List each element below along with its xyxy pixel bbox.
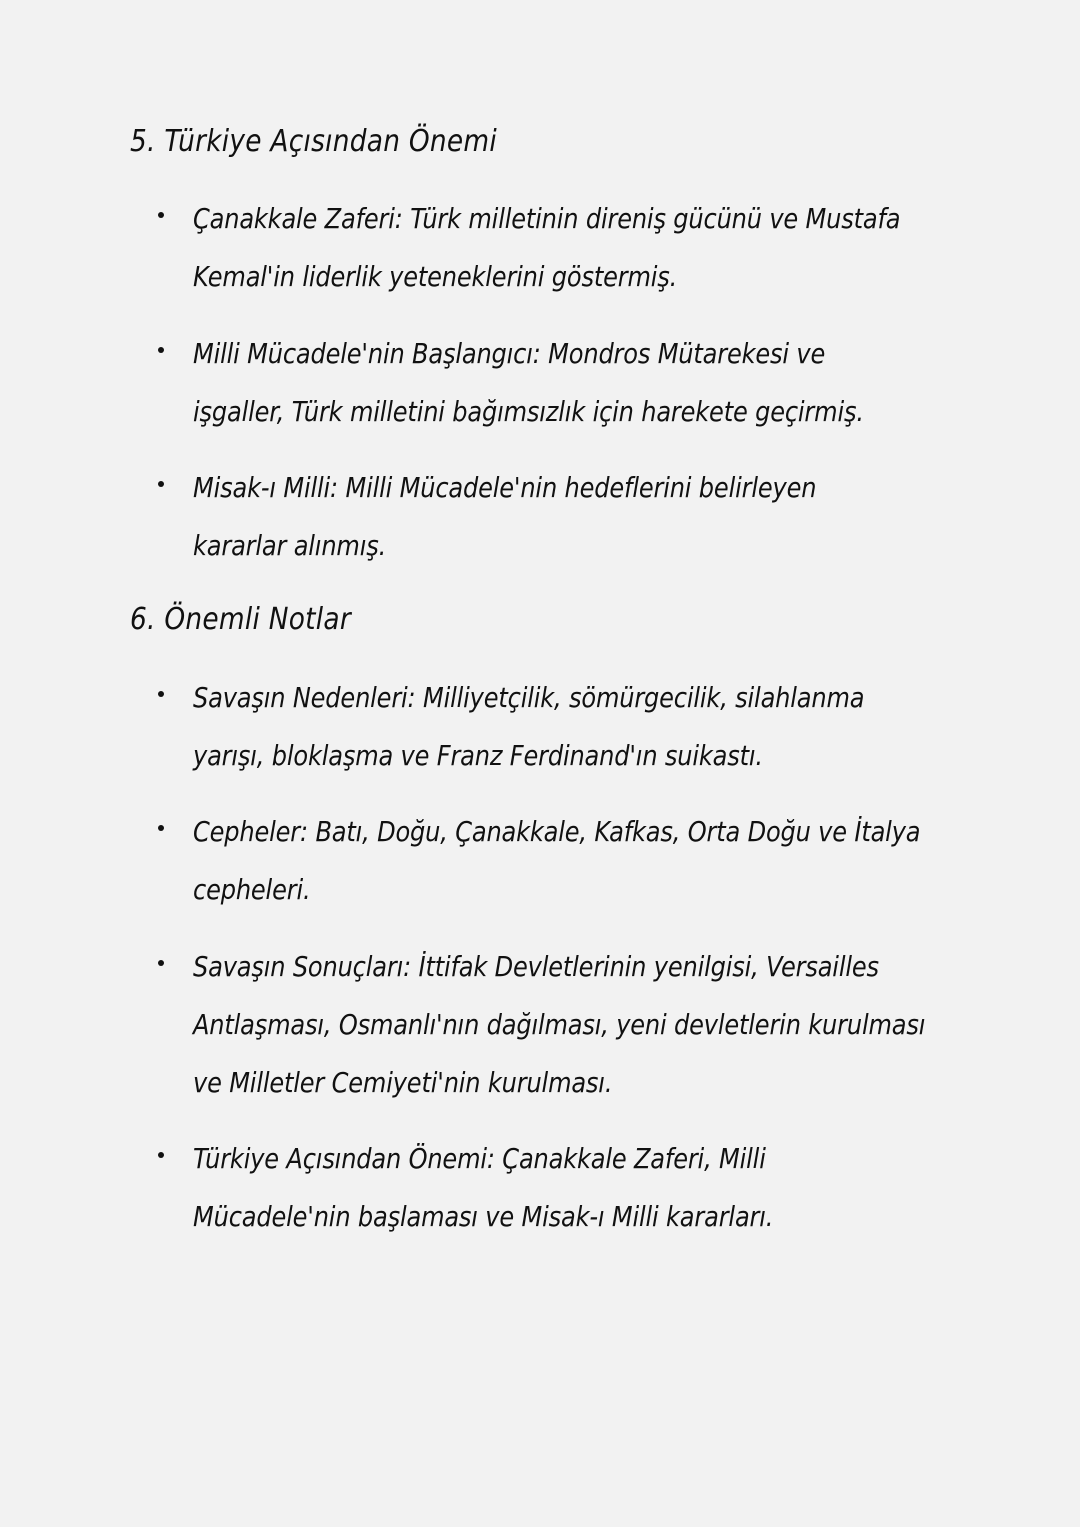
bullet-icon (158, 481, 164, 487)
list-item-text: Milli Mücadele'nin Başlangıcı: Mondros Mütarekesi ve işgaller, Türk milletini bağımsızlık için harekete geçirmiş. (193, 337, 864, 428)
bullet-icon (158, 347, 164, 353)
list-item-text: Türkiye Açısından Önemi: Çanakkale Zaferi, Milli Mücadele'nin başlaması ve Misak-ı Milli kararları. (193, 1142, 774, 1233)
section-heading-5: 5. Türkiye Açısından Önemi (130, 124, 497, 159)
bullet-icon (158, 960, 164, 966)
bullet-icon (158, 825, 164, 831)
bullet-icon (158, 212, 164, 218)
bullet-icon (158, 691, 164, 697)
list-item-text: Savaşın Sonuçları: İttifak Devletlerinin yenilgisi, Versailles Antlaşması, Osmanlı'nın dağılması, yeni devletlerin kurulması ve Milletler Cemiyeti'nin kurulması. (193, 950, 926, 1099)
list-item-text: Cepheler: Batı, Doğu, Çanakkale, Kafkas, Orta Doğu ve İtalya cepheleri. (193, 815, 921, 906)
list-item-text: Savaşın Nedenleri: Milliyetçilik, sömürgecilik, silahlanma yarışı, bloklaşma ve Franz Ferdinand'ın suikastı. (193, 681, 865, 772)
section-heading-6: 6. Önemli Notlar (130, 602, 351, 637)
list-item-text: Çanakkale Zaferi: Türk milletinin direniş gücünü ve Mustafa Kemal'in liderlik yeteneklerini göstermiş. (193, 202, 901, 293)
list-item-text: Misak-ı Milli: Milli Mücadele'nin hedeflerini belirleyen kararlar alınmış. (193, 471, 817, 562)
bullet-icon (158, 1152, 164, 1158)
